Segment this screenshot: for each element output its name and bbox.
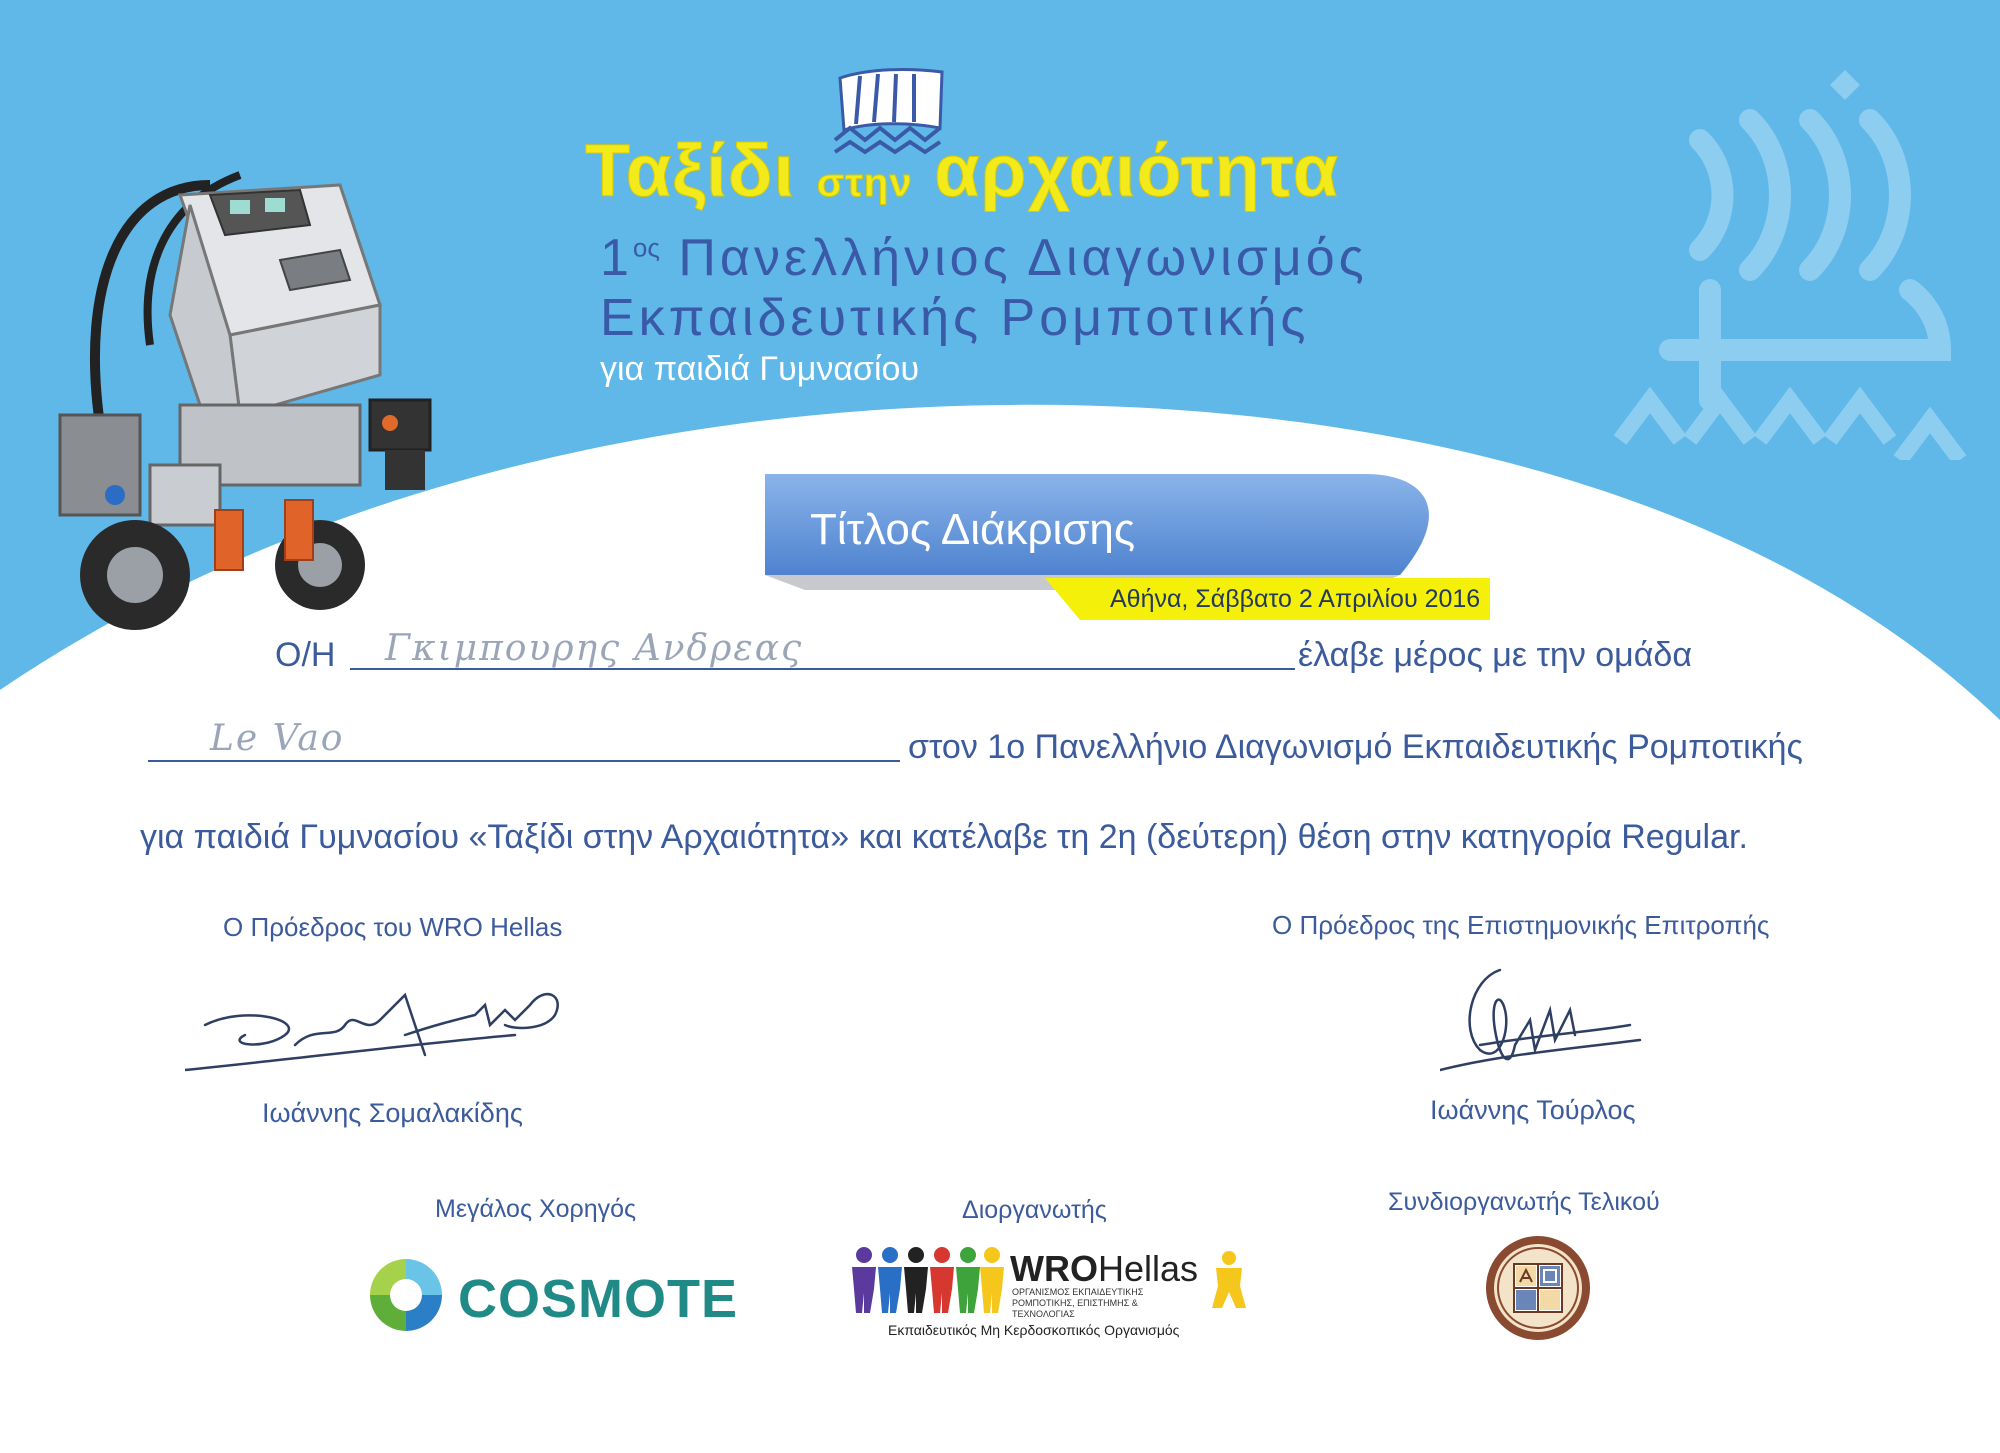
coorganizer-label: Συνδιοργανωτής Τελικού xyxy=(1388,1188,1660,1216)
sponsor-name: COSMOTE xyxy=(458,1269,739,1329)
body-line3: για παιδιά Γυμνασίου «Ταξίδι στην Αρχαιότητα» και κατέλαβε τη 2η (δεύτερη) θέση στην κατηγορία Regular. xyxy=(140,818,1748,856)
award-title: Τίτλος Διάκρισης xyxy=(810,505,1136,554)
team-name: Le Vao xyxy=(210,718,345,759)
subtitle-line1-text: Πανελλήνιος Διαγωνισμός xyxy=(678,229,1368,287)
right-signatory-name: Ιωάννης Τούρλος xyxy=(1430,1095,1636,1125)
event-date: Αθήνα, Σάββατο 2 Απριλίου 2016 xyxy=(1110,585,1481,613)
organizer-name-rest: Hellas xyxy=(1097,1248,1199,1289)
right-signature-icon xyxy=(1440,950,1650,1080)
title-part1: Ταξίδι xyxy=(585,129,796,212)
ancient-ship-watermark-icon xyxy=(1610,60,1970,460)
school-seal-icon xyxy=(1484,1234,1592,1342)
cosmote-swirl-icon xyxy=(366,1255,446,1335)
organizer-description: ΟΡΓΑΝΙΣΜΟΣ ΕΚΠΑΙΔΕΥΤΙΚΗΣ ΡΟΜΠΟΤΙΚΗΣ, ΕΠΙΣΤΗΜΗΣ & ΤΕΧΝΟΛΟΓΙΑΣ xyxy=(1012,1287,1144,1319)
left-signatory-role: Ο Πρόεδρος του WRO Hellas xyxy=(223,912,563,942)
team-fill-line xyxy=(148,760,900,762)
lego-ev3-robot-icon xyxy=(40,165,440,635)
body-prefix: Ο/Η xyxy=(275,636,336,674)
subtitle-line3: για παιδιά Γυμνασίου xyxy=(600,350,920,388)
organizer-subtitle: Εκπαιδευτικός Μη Κερδοσκοπικός Οργανισμός xyxy=(888,1322,1180,1338)
right-signatory-role: Ο Πρόεδρος της Επιστημονικής Επιτροπής xyxy=(1272,910,1770,940)
participant-name: Γκιμπουρης Ανδρεας xyxy=(385,628,804,669)
ordinal: 1 xyxy=(600,229,633,287)
title-part2: αρχαιότητα xyxy=(934,129,1340,212)
left-signatory-name: Ιωάννης Σομαλακίδης xyxy=(262,1098,523,1128)
award-ribbon xyxy=(745,470,1525,640)
paper-people-chain-icon xyxy=(850,1245,1005,1315)
ordinal-suffix: ος xyxy=(632,232,660,263)
body-line1-suffix: έλαβε μέρος με την ομάδα xyxy=(1298,636,1693,674)
organizer-name-bold: WRO xyxy=(1010,1248,1098,1289)
subtitle-line1 xyxy=(600,228,1368,288)
organizer-label: Διοργανωτής xyxy=(962,1196,1107,1224)
subtitle-line2: Εκπαιδευτικής Ρομποτικής xyxy=(600,289,1310,347)
sponsor-label: Μεγάλος Χορηγός xyxy=(435,1195,637,1223)
event-title xyxy=(585,128,1339,213)
left-signature-icon xyxy=(185,965,590,1085)
organizer-name xyxy=(1010,1248,1198,1290)
wro-figure-icon xyxy=(1210,1250,1248,1310)
body-line2-suffix: στον 1ο Πανελλήνιο Διαγωνισμό Εκπαιδευτικής Ρομποτικής xyxy=(908,728,1803,766)
title-small: στην xyxy=(816,161,913,205)
